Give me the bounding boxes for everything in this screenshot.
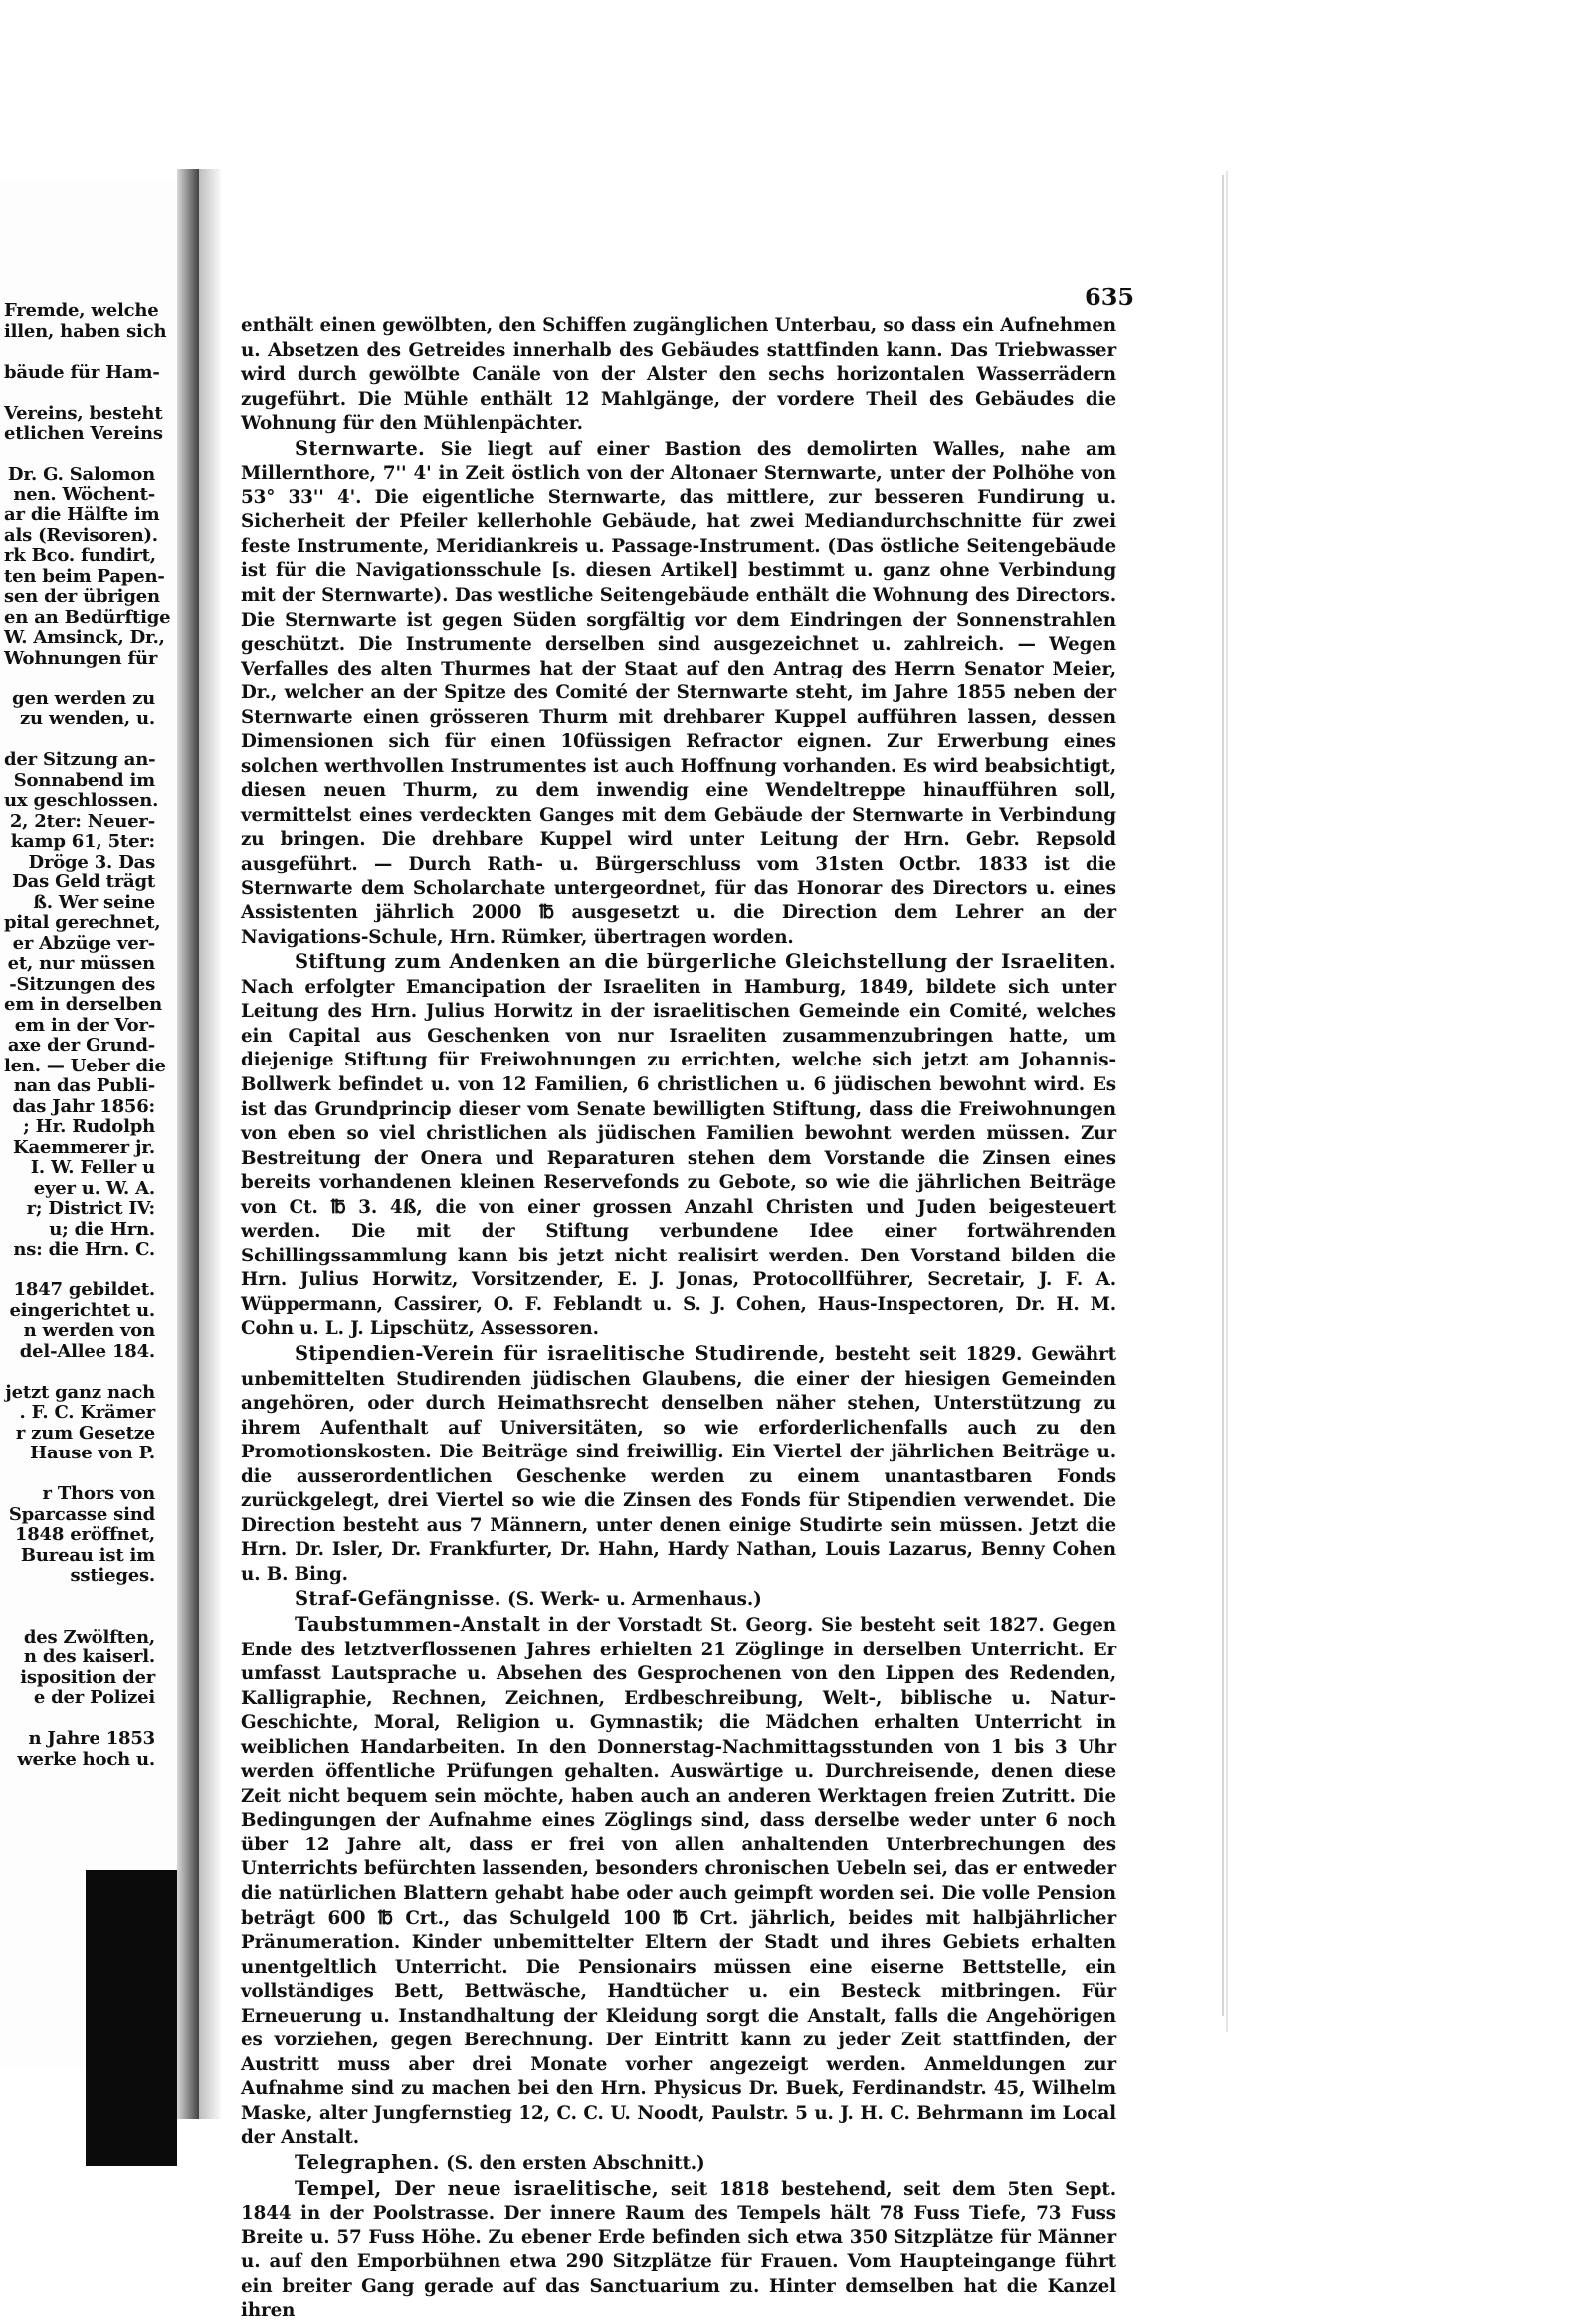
left-column-line: kamp 61, 5ter: [10,831,155,852]
left-column-line: -Sitzungen des [9,973,155,995]
entry-body: in der Vorstadt St. Georg. Sie besteht seit 1827. Gegen Ende des letztverflossenen Jahres erhielten 21 Zöglinge in derselben Unterricht. Er umfasst Lautsprache u. Absehen des Gesprochenen von den Lippen des Redenden, Kalligraphie, Rechnen, Zeichnen, Erdbeschreibung, Welt-, biblische u. Natur-Geschichte, Moral, Religion u. Gymnastik; die Mädchen erhalten Unterricht in weiblichen Handarbeiten. In den Donnerstag-Nachmittagsstunden von 1 bis 3 Uhr werden öffentliche Prüfungen gehalten. Auswärtige u. Durchreisende, denen diese Zeit nicht bequem sein möchte, haben auch an anderen Werktagen freien Zutritt. Die Bedingungen der Aufnahme eines Zöglings sind, dass derselbe weder unter 6 noch über 12 Jahre alt, dass er frei von allen anhaltenden Unterbrechungen des Unterrichts befürchten lassenden, besonders chronischen Uebeln sei, das er entweder die natürlichen Blattern gehabt habe oder auch geimpft worden sei. Die volle Pension beträgt 600 ℔ Crt., das Schulgeld 100 ℔ Crt. jährlich, beides mit halbjährlicher Pränumeration. Kinder unbemittelter Eltern der Stadt und ihres Gebiets erhalten unentgeltlich Unterricht. Die Pensionairs müssen eine eiserne Bettstelle, ein vollständiges Bett, Bettwäsche, Handtücher u. ein Besteck mitbringen. Für Erneuerung u. Instandhaltung der Kleidung sorgt die Anstalt, falls die Angehörigen es vorziehen, gegen Berechnung. Der Eintritt kann zu jeder Zeit stattfinden, der Austritt muss aber drei Monate vorher angezeigt werden. Anmeldungen zur Aufnahme sind zu machen bei den Hrn. Physicus Dr. Buek, Ferdinandstr. 45, Wilhelm Maske, alter Jungfernstieg 12, C. C. U. Noodt, Paulstr. 5 u. J. H. C. Behrmann im Local der Anstalt. [241,1614,1116,2149]
left-column-line: Vereins, besteht [4,402,163,424]
continuation-paragraph [241,314,1116,437]
left-column-line [4,445,155,466]
left-column-line: ar die Hälfte im [4,504,160,525]
left-column-line: werke hoch u. [17,1748,155,1770]
left-column-line: r; District IV: [26,1198,155,1219]
left-column-line: Das Geld trägt [12,872,155,892]
left-column-line: etlichen Vereins [4,423,163,444]
left-column-line [4,1770,155,1791]
entry-heading: Stiftung zum Andenken an die bürgerliche Gleichstellung der Israeliten. [295,950,1116,974]
left-column-line: del-Allee 184. [19,1340,155,1362]
left-column-line: W. Amsinck, Dr., [4,627,165,648]
left-column-line: pital gerechnet, [4,912,161,933]
entry-heading: Sternwarte. [295,436,426,460]
entry-paragraph [241,1587,1116,1613]
left-column-line: axe der Grund- [7,1035,155,1056]
entry-body: seit 1818 bestehend, seit dem 5ten Sept. 1844 in der Poolstrasse. Der innere Raum des Tempels hält 78 Fuss Tiefe, 73 Fuss Breite u. 57 Fuss Höhe. Zu ebener Erde befinden sich etwa 350 Sitzplätze für Männer u. auf den Emporbühnen etwa 290 Sitzplätze für Frauen. Vom Haupteingange führt ein breiter Gang gerade auf das Sanctuarium zu. Hinter demselben hat die Kanzel ihren [241,2178,1116,2322]
left-column-line: em in der Vor- [14,1014,155,1036]
page-number: 635 [1085,283,1135,311]
left-column-line: ß. Wer seine [33,891,155,913]
left-column-line: r zum Gesetze [15,1422,155,1444]
left-column-line [4,1464,155,1485]
entry-heading: Stipendien-Verein für israelitische Studirende, [295,1341,826,1365]
entry-paragraph [241,437,1116,950]
right-column-text [241,314,1116,2324]
left-column-line: len. — Ueber die [4,1055,166,1076]
left-column-line: ; Hr. Rudolph [23,1116,155,1137]
left-column-line: em in derselben [4,994,163,1015]
left-column-fragment [4,300,171,1791]
left-column-line [4,1260,155,1281]
left-column-line [4,1362,155,1383]
left-column-line [4,1709,155,1730]
left-column-line: I. W. Feller u [30,1157,155,1178]
left-column-line: 1847 gebildet. [13,1279,155,1300]
left-column-line: 2, 2ter: Neuer- [9,810,155,832]
left-column-line: isposition der [20,1666,155,1688]
left-column-line: ns: die Hrn. C. [13,1239,155,1259]
left-column-line: Bureau ist im [20,1544,155,1566]
entry-heading: Telegraphen. [295,2151,440,2175]
left-column-line: eyer u. W. A. [33,1177,155,1199]
left-column-line: n Jahre 1853 [28,1728,155,1749]
left-column-line: er Abzüge ver- [12,932,155,954]
left-column-line [4,669,155,689]
left-column-line: e der Polizei [33,1687,155,1708]
left-column-line: Sonnabend im [13,769,155,791]
left-column-line: u; die Hrn. [49,1218,155,1240]
entry-body: (S. den ersten Abschnitt.) [446,2153,705,2175]
entry-body: Nach erfolgter Emancipation der Israeliten in Hamburg, 1849, bildete sich unter Leitung des Hrn. Julius Horwitz in der israelitischen Gemeinde ein Comité, welches ein Capital aus Geschenken von nur Israeliten zusammenzubringen hatte, um diejenige Stiftung für Freiwohnungen zu errichten, welche sich jetzt am Johannis-Bollwerk befindet u. von 12 Familien, 6 christlichen u. 6 jüdischen bewohnt wird. Es ist das Grundprincip dieser vom Senate bewilligten Stiftung, dass die Freiwohnungen von eben so viel christlichen als jüdischen Familien bewohnt werden müssen. Zur Bestreitung der Onera und Reparaturen stehen dem Vorstande die Zinsen eines bereits vorhandenen kleinen Reservefonds zu Gebote, so wie die jährlichen Beiträge von Ct. ℔ 3. 4ß, die von einer grossen Anzahl Christen und Juden beigesteuert werden. Die mit der Stiftung verbundene Idee einer fortwährenden Schillingssammlung kann bis jetzt nicht realisirt werden. Den Vorstand bilden die Hrn. Julius Horwitz, Vorsitzender, E. J. Jonas, Protocollführer, Secretair, J. F. A. Wüppermann, Cassirer, O. F. Feblandt u. S. J. Cohen, Haus-Inspectoren, Dr. H. M. Cohn u. L. J. Lipschütz, Assessoren. [241,976,1116,1340]
left-column-line: Dr. G. Salomon [7,464,155,484]
entry-heading: Tempel, Der neue israelitische, [295,2176,660,2200]
left-column-line: Wohnungen für [4,647,158,669]
gutter [199,169,221,2119]
entry-paragraph [241,2151,1116,2177]
left-column-line: et, nur müssen [7,953,155,974]
left-column-line: illen, haben sich [4,320,167,342]
left-column-line: eingerichtet u. [9,1299,155,1321]
page-edge [1222,175,1224,2016]
left-column-line: jetzt ganz nach [5,1381,155,1403]
binding-strip [86,1870,177,2166]
entry-body: Sie liegt auf einer Bastion des demolirten Walles, nahe am Millernthore, 7'' 4' in Zeit östlich von der Altonaer Sternwarte, unter der Polhöhe von 53° 33'' 4'. Die eigentliche Sternwarte, das mittlere, zur besseren Fundirung u. Sicherheit der Pfeiler kellerhohle Gebäude, hat zwei Mediandurchschnitte für zwei feste Instrumente, Meridiankreis u. Passage-Instrument. (Das östliche Seitengebäude ist für die Navigationsschule [s. diesen Artikel] bestimmt u. ganz ohne Verbindung mit der Sternwarte). Das westliche Seitengebäude enthält die Wohnung des Directors. Die Sternwarte ist gegen Süden sorgfältig vor dem Eindringen der Sonnenstrahlen geschützt. Die Instrumente derselben sind ausgezeichnet u. zahlreich. — Wegen Verfalles des alten Thurmes hat der Staat auf den Antrag des Herrn Senator Meier, Dr., welcher an der Spitze des Comité der Sternwarte steht, im Jahre 1855 neben der Sternwarte einen grösseren Thurm mit drehbarer Kuppel aufführen lassen, dessen Dimensionen sich für einen 10füssigen Refractor eignen. Zur Erwerbung eines solchen werthvollen Instrumentes ist auch Hoffnung vorhanden. Es wird beabsichtigt, diesen neuen Thurm, zu dem inwendig eine Wendeltreppe hinaufführen soll, vermittelst eines verdeckten Ganges mit dem Gebäude der Sternwarte in Verbindung zu bringen. Die drehbare Kuppel wird unter Leitung der Hrn. Gebr. Repsold ausgeführt. — Durch Rath- u. Bürgerschluss vom 31sten Octbr. 1833 ist die Sternwarte dem Scholarchate untergeordnet, für das Honorar des Directors u. eines Assistenten jährlich 2000 ℔ ausgesetzt u. die Direction dem Lehrer an der Navigations-Schule, Hrn. Rümker, übertragen worden. [241,438,1117,948]
left-column-line: der Sitzung an- [4,749,156,770]
entry-paragraph [241,950,1116,1342]
left-column-line: als (Revisoren). [4,524,158,546]
left-column-line: sen der übrigen [4,586,160,607]
entry-paragraph [241,2177,1116,2324]
left-column-line: . F. C. Krämer [19,1402,155,1423]
left-column-line: Fremde, welche [4,300,159,321]
left-column-line: das Jahr 1856: [12,1095,155,1117]
left-column-line [4,383,155,404]
left-column-line: nen. Wöchent- [13,484,155,505]
left-column-line [4,342,155,363]
left-column-line: r Thors von [42,1483,155,1504]
left-column-line: ux geschlossen. [4,790,159,811]
entry-body: (S. Werk- u. Armenhaus.) [507,1589,762,1611]
left-column-line: ten beim Papen- [4,565,165,587]
entry-paragraph [241,1342,1116,1587]
entry-paragraph [241,1613,1116,2151]
left-column-line: gen werden zu [12,687,155,709]
left-column-line [4,1607,155,1628]
left-column-line: Hause von P. [30,1443,155,1463]
left-column-line: zu wenden, u. [19,708,155,729]
left-column-line: sstieges. [70,1565,155,1586]
left-column-line: nan das Publi- [13,1075,155,1096]
entry-heading: Taubstummen-Anstalt [295,1612,541,1636]
left-column-line: des Zwölften, [23,1626,155,1647]
left-column-line: Sparcasse sind [8,1503,155,1525]
entry-body: besteht seit 1829. Gewährt unbemittelten Studirenden jüdischen Glaubens, die einer der hiesigen Gemeinden angehören, oder durch Heimathsrecht denselben näher stehen, Unterstützung zu ihrem Aufenthalt auf Universitäten, so wie erforderlichenfalls auch zu den Promotionskosten. Die Beiträge sind freiwillig. Ein Viertel der jährlichen Beiträge u. die ausserordentlichen Geschenke werden zu einem unantastbaren Fonds zurückgelegt, drei Viertel so wie die Zinsen des Fonds für Stipendien verwendet. Die Direction besteht aus 7 Männern, unter denen einige Studirte sein müssen. Jetzt die Hrn. Dr. Isler, Dr. Frankfurter, Dr. Hahn, Hardy Nathan, Louis Lazarus, Benny Cohen u. B. Bing. [241,1343,1117,1585]
left-column-line: n werden von [23,1320,155,1341]
entry-heading: Straf-Gefängnisse. [295,1587,501,1611]
left-column-line: Dröge 3. Das [28,851,155,872]
left-column-line: bäude für Ham- [4,361,160,383]
left-column-line: Kaemmerer jr. [13,1136,155,1158]
left-column-line: n des kaiserl. [23,1646,155,1667]
left-column-line [4,730,155,751]
entry-body: enthält einen gewölbten, den Schiffen zugänglichen Unterbau, so dass ein Aufnehmen u. Absetzen des Getreides innerhalb des Gebäudes stattfinden kann. Das Triebwasser wird durch gewölbte Canäle von der Alster den sechs horizontalen Wasserrädern zugeführt. Die Mühle enthält 12 Mahlgänge, der vordere Theil des Gebäudes die Wohnung für den Mühlenpächter. [241,315,1116,435]
left-column-line: en an Bedürftige [4,606,171,628]
left-column-line: rk Bco. fundirt, [4,545,156,566]
left-column-line: 1848 eröffnet, [14,1524,155,1545]
left-column-line [4,1587,155,1608]
